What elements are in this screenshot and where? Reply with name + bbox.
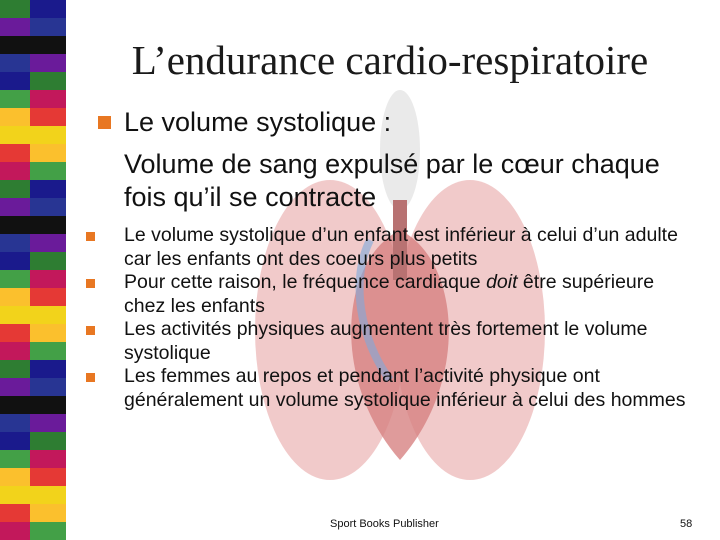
square-bullet-icon: [86, 279, 95, 288]
stripe-block: [0, 90, 30, 108]
stripe-block: [0, 126, 30, 144]
stripe-block: [30, 324, 66, 342]
square-bullet-icon: [86, 373, 95, 382]
stripe-block: [30, 126, 66, 144]
square-bullet-icon: [86, 232, 95, 241]
stripe-block: [0, 468, 30, 486]
stripe-block: [30, 36, 66, 54]
stripe-block: [30, 360, 66, 378]
stripe-block: [0, 504, 30, 522]
stripe-block: [30, 162, 66, 180]
stripe-block: [0, 198, 30, 216]
stripe-block: [30, 414, 66, 432]
stripe-block: [30, 0, 66, 18]
stripe-block: [30, 108, 66, 126]
stripe-block: [0, 414, 30, 432]
list-item: Pour cette raison, le fréquence cardiaque doit être supérieure chez les enfants: [86, 271, 696, 318]
stripe-block: [0, 450, 30, 468]
stripe-block: [30, 216, 66, 234]
stripe-block: [30, 486, 66, 504]
square-bullet-icon: [86, 326, 95, 335]
stripe-block: [0, 72, 30, 90]
stripe-block: [30, 72, 66, 90]
stripe-block: [30, 288, 66, 306]
decorative-stripe-bar: [0, 0, 66, 540]
stripe-block: [30, 504, 66, 522]
stripe-block: [0, 54, 30, 72]
stripe-block: [0, 432, 30, 450]
stripe-block: [30, 306, 66, 324]
stripe-block: [30, 252, 66, 270]
stripe-block: [0, 108, 30, 126]
stripe-block: [0, 342, 30, 360]
stripe-block: [30, 450, 66, 468]
stripe-block: [30, 144, 66, 162]
stripe-block: [30, 54, 66, 72]
stripe-block: [30, 180, 66, 198]
stripe-block: [0, 522, 30, 540]
square-bullet-icon: [98, 116, 111, 129]
stripe-block: [0, 252, 30, 270]
stripe-block: [0, 18, 30, 36]
stripe-block: [0, 486, 30, 504]
stripe-block: [30, 18, 66, 36]
stripe-block: [30, 522, 66, 540]
stripe-block: [30, 90, 66, 108]
stripe-block: [0, 324, 30, 342]
footer-publisher: Sport Books Publisher: [330, 518, 439, 530]
list-item: Les femmes au repos et pendant l’activité physique ont généralement un volume systolique inférieur à celui des hommes: [86, 365, 696, 412]
stripe-block: [0, 378, 30, 396]
stripe-block: [0, 234, 30, 252]
stripe-block: [30, 198, 66, 216]
stripe-block: [30, 378, 66, 396]
stripe-block: [0, 0, 30, 18]
bullet-list: [86, 224, 696, 412]
stripe-block: [0, 180, 30, 198]
stripe-block: [30, 396, 66, 414]
stripe-block: [30, 432, 66, 450]
stripe-block: [0, 396, 30, 414]
lead-definition: Volume de sang expulsé par le cœur chaque fois qu’il se contracte: [124, 149, 660, 212]
stripe-block: [0, 270, 30, 288]
stripe-block: [30, 342, 66, 360]
stripe-block: [0, 36, 30, 54]
stripe-block: [0, 216, 30, 234]
stripe-block: [0, 306, 30, 324]
stripe-block: [30, 468, 66, 486]
stripe-block: [0, 162, 30, 180]
stripe-block: [0, 144, 30, 162]
lead-heading: Le volume systolique :: [124, 107, 392, 137]
stripe-block: [30, 270, 66, 288]
stripe-block: [30, 234, 66, 252]
stripe-block: [0, 360, 30, 378]
list-item: Les activités physiques augmentent très fortement le volume systolique: [86, 318, 696, 365]
stripe-block: [0, 288, 30, 306]
page-number: 58: [680, 518, 693, 530]
slide-title: L’endurance cardio-respiratoire: [131, 37, 649, 83]
list-item: Le volume systolique d’un enfant est inférieur à celui d’un adulte car les enfants ont des coeurs plus petits: [86, 224, 696, 271]
